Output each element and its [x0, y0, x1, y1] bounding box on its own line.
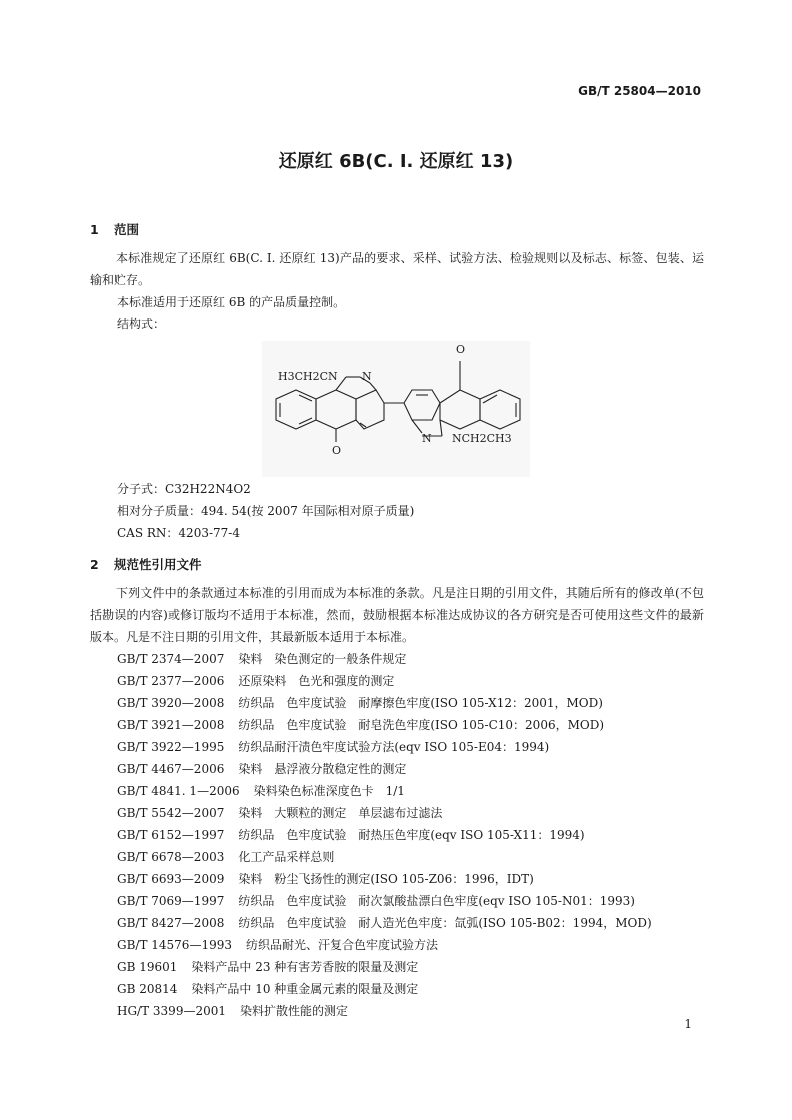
structure-label: 结构式：: [117, 317, 166, 331]
reference-title: 纺织品耐光、汗复合色牢度试验方法: [245, 938, 438, 952]
reference-code: HG/T 3399—2001: [117, 1004, 226, 1018]
reference-title: 染料扩散性能的测定: [240, 1004, 349, 1018]
reference-item: [117, 648, 666, 670]
reference-code: GB/T 6152—1997: [117, 828, 225, 842]
reference-item: [117, 714, 666, 736]
reference-code: GB/T 8427—2008: [117, 916, 225, 930]
section-title: 规范性引用文件: [114, 557, 202, 572]
molecular-formula: [117, 478, 251, 500]
reference-code: GB/T 4467—2006: [117, 762, 225, 776]
reference-title: 纺织品 色牢度试验 耐皂洗色牢度(ISO 105-C10：2006，MOD): [238, 718, 605, 732]
central-ring-left: [316, 390, 356, 429]
scope-paragraph: 本标准规定了还原红 6B(C. I. 还原红 13)产品的要求、采样、试验方法、检验规则以及标志、标签、包装、运输和贮存。: [90, 251, 704, 287]
reference-code: GB/T 7069—1997: [117, 894, 225, 908]
reference-item: [117, 912, 666, 934]
reference-item: [117, 890, 666, 912]
formula-value: C32H22N4O2: [165, 482, 251, 496]
reference-title: 纺织品 色牢度试验 耐摩擦色牢度(ISO 105-X12：2001，MOD): [238, 696, 603, 710]
reference-title: 染料染色标准深度色卡 1/1: [253, 784, 405, 798]
reference-code: GB/T 2377—2006: [117, 674, 225, 688]
benzene-ring-left: [276, 390, 316, 429]
reference-code: GB/T 2374—2007: [117, 652, 225, 666]
reference-code: GB/T 3922—1995: [117, 740, 225, 754]
reference-title: 染料 大颗粒的测定 单层滤布过滤法: [238, 806, 443, 820]
reference-code: GB/T 3920—2008: [117, 696, 225, 710]
reference-code: GB/T 6678—2003: [117, 850, 225, 864]
nitrogen-left: N: [362, 370, 372, 383]
reference-item: [117, 868, 666, 890]
reference-title: 还原染料 色光和强度的测定: [238, 674, 395, 688]
reference-item: [117, 736, 666, 758]
reference-title: 染料产品中 10 种重金属元素的限量及测定: [191, 982, 419, 996]
chemical-structure: [262, 341, 530, 477]
molar-mass: 相对分子质量：494. 54(按 2007 年国际相对原子质量): [117, 504, 415, 518]
standard-code: GB/T 25804—2010: [578, 84, 701, 98]
reference-title: 纺织品 色牢度试验 耐热压色牢度(eqv ISO 105-X11：1994): [238, 828, 585, 842]
reference-item: [117, 846, 666, 868]
reference-item: [117, 1000, 666, 1022]
benzene-ring-right: [480, 390, 520, 429]
section-number: 1: [90, 222, 99, 237]
reference-item: [117, 978, 666, 1000]
reference-item: [117, 692, 666, 714]
references-intro: 下列文件中的条款通过本标准的引用而成为本标准的条款。凡是注日期的引用文件，其随后所有的修改单(不包括勘误的内容)或修订版均不适用于本标准，然而，鼓励根据本标准达成协议的各方研究是否可使用这些文件的最新版本。凡是不注日期的引用文件，其最新版本适用于本标准。: [90, 586, 704, 644]
reference-code: GB 20814: [117, 982, 178, 996]
reference-code: GB/T 14576—1993: [117, 938, 232, 952]
ethyl-group-left: H3CH2CN: [278, 370, 338, 383]
reference-title: 染料 粉尘飞扬性的测定(ISO 105-Z06：1996，IDT): [238, 872, 534, 886]
reference-code: GB/T 5542—2007: [117, 806, 225, 820]
reference-title: 纺织品耐汗渍色牢度试验方法(eqv ISO 105-E04：1994): [238, 740, 550, 754]
document-title: 还原红 6B(C. I. 还原红 13): [278, 151, 514, 172]
page-number: 1: [684, 1017, 692, 1031]
reference-title: 纺织品 色牢度试验 耐次氯酸盐漂白色牢度(eqv ISO 105-N01：1993): [238, 894, 635, 908]
carbonyl-oxygen-top: O: [456, 343, 466, 356]
reference-code: GB/T 4841. 1—2006: [117, 784, 240, 798]
reference-code: GB/T 3921—2008: [117, 718, 225, 732]
reference-item: [117, 934, 666, 956]
section-title: 范围: [114, 222, 140, 237]
ethyl-group-right: NCH2CH3: [452, 432, 512, 445]
reference-list: [117, 648, 666, 1022]
central-ring-right: [440, 390, 480, 429]
reference-title: 染料 染色测定的一般条件规定: [238, 652, 407, 666]
scope-applicability: 本标准适用于还原红 6B 的产品质量控制。: [117, 295, 346, 309]
reference-title: 染料 悬浮液分散稳定性的测定: [238, 762, 407, 776]
reference-item: [117, 802, 666, 824]
reference-item: [117, 670, 666, 692]
formula-label: 分子式：: [117, 482, 166, 496]
reference-title: 化工产品采样总则: [238, 850, 335, 864]
reference-title: 纺织品 色牢度试验 耐人造光色牢度：氙弧(ISO 105-B02：1994，MOD): [238, 916, 652, 930]
carbonyl-oxygen-bottom: O: [332, 444, 342, 457]
reference-code: GB 19601: [117, 960, 178, 974]
nitrogen-right: N: [422, 432, 432, 445]
cas-number: CAS RN：4203-77-4: [117, 526, 240, 540]
reference-item: [117, 758, 666, 780]
reference-item: [117, 824, 666, 846]
section-2-heading: [90, 555, 202, 573]
reference-code: GB/T 6693—2009: [117, 872, 225, 886]
section-1-heading: [90, 220, 139, 238]
section-number: 2: [90, 557, 99, 572]
reference-item: [117, 780, 666, 802]
reference-title: 染料产品中 23 种有害芳香胺的限量及测定: [191, 960, 419, 974]
reference-item: [117, 956, 666, 978]
